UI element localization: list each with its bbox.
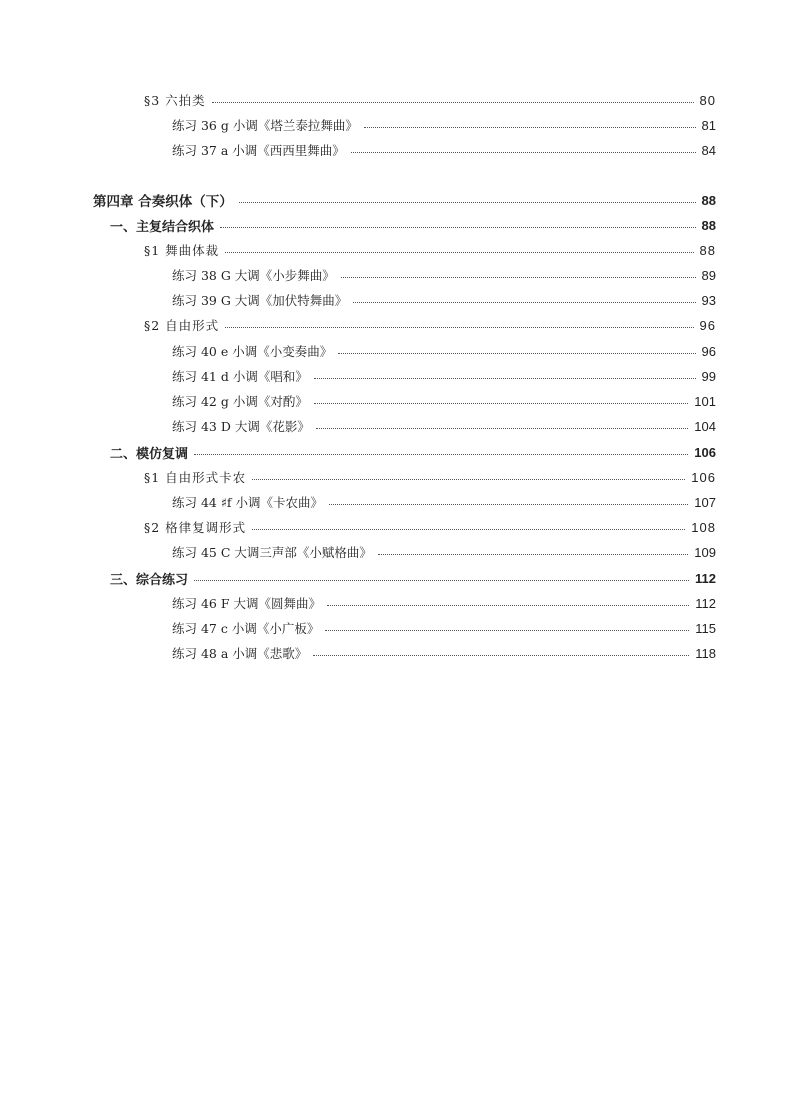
toc-entry-page: 107: [694, 494, 716, 510]
toc-entry[interactable]: [172, 618, 716, 638]
toc-entry-label: 第四章 合奏织体（下）: [93, 194, 233, 210]
toc-entry-label: 练习 46 F 大调《圆舞曲》: [172, 596, 321, 611]
toc-entry[interactable]: [172, 140, 716, 160]
dot-leader: [220, 226, 696, 228]
dot-leader: [239, 201, 696, 203]
dot-leader: [313, 654, 689, 656]
toc-entry-label: 练习 38 G 大调《小步舞曲》: [172, 268, 335, 283]
toc-chapter-entry[interactable]: [93, 190, 716, 210]
toc-entry-page: 112: [695, 595, 716, 611]
toc-entry-page: 118: [695, 645, 716, 661]
dot-leader: [338, 352, 695, 354]
toc-entry-page: 104: [694, 418, 716, 434]
dot-leader: [212, 101, 694, 103]
dot-leader: [329, 503, 688, 505]
toc-entry-label: §1 舞曲体裁: [144, 243, 220, 258]
toc-entry-page: 81: [701, 117, 716, 133]
toc-entry[interactable]: [172, 416, 716, 436]
toc-entry-page: 80: [699, 92, 716, 108]
dot-leader: [327, 604, 689, 606]
toc-entry-label: 练习 43 D 大调《花影》: [172, 419, 310, 434]
dot-leader: [314, 402, 688, 404]
dot-leader: [316, 427, 688, 429]
toc-entry[interactable]: [144, 315, 716, 335]
toc-entry[interactable]: [144, 517, 716, 537]
toc-entry-page: 84: [701, 142, 716, 158]
toc-entry-page: 96: [699, 317, 716, 333]
dot-leader: [325, 629, 689, 631]
dot-leader: [252, 528, 685, 530]
dot-leader: [252, 478, 685, 480]
toc-entry[interactable]: [144, 240, 716, 260]
toc-entry-page: 89: [701, 267, 716, 283]
toc-entry[interactable]: [172, 265, 716, 285]
toc-entry-page: 93: [701, 292, 716, 308]
toc-entry-page: 115: [695, 620, 716, 636]
toc-entry[interactable]: [172, 366, 716, 386]
toc-entry-page: 112: [695, 570, 716, 586]
toc-entry[interactable]: [172, 115, 716, 135]
toc-entry-label: 练习 36 g 小调《塔兰泰拉舞曲》: [172, 118, 358, 133]
dot-leader: [353, 301, 695, 303]
toc-entry-label: §3 六拍类: [144, 93, 206, 108]
toc-entry-label: 练习 37 a 小调《西西里舞曲》: [172, 143, 345, 158]
toc-entry-label: 一、主复结合织体: [110, 219, 215, 235]
dot-leader: [225, 251, 693, 253]
toc-entry-label: 练习 47 c 小调《小广板》: [172, 621, 320, 636]
toc-entry-label: 练习 48 a 小调《悲歌》: [172, 646, 308, 661]
toc-entry-label: 练习 42 g 小调《对酌》: [172, 394, 308, 409]
toc-entry[interactable]: [172, 290, 716, 310]
toc-entry-label: §2 自由形式: [144, 318, 220, 333]
toc-entry-label: §1 自由形式卡农: [144, 470, 247, 485]
toc-entry[interactable]: [172, 593, 716, 613]
toc-section-entry[interactable]: [110, 442, 716, 462]
toc-entry-page: 96: [701, 343, 716, 359]
toc-entry-label: 三、综合练习: [110, 572, 189, 588]
toc-entry-label: 练习 44 ♯f 小调《卡农曲》: [172, 495, 324, 510]
toc-entry[interactable]: [172, 391, 716, 411]
toc-entry-label: §2 格律复调形式: [144, 520, 247, 535]
toc-entry-label: 练习 39 G 大调《加伏特舞曲》: [172, 293, 348, 308]
toc-entry-page: 106: [691, 469, 716, 485]
toc-entry-label: 练习 41 d 小调《唱和》: [172, 369, 308, 384]
dot-leader: [225, 326, 693, 328]
toc-entry-label: 练习 40 e 小调《小变奏曲》: [172, 344, 333, 359]
toc-entry-page: 88: [699, 242, 716, 258]
dot-leader: [194, 453, 688, 455]
dot-leader: [341, 276, 696, 278]
toc-entry[interactable]: [172, 341, 716, 361]
toc-entry-page: 88: [701, 217, 716, 233]
toc-entry[interactable]: [144, 90, 716, 110]
toc-entry-page: 109: [694, 544, 716, 560]
toc-entry-page: 99: [701, 368, 716, 384]
dot-leader: [351, 151, 696, 153]
dot-leader: [194, 579, 689, 581]
toc-section-entry[interactable]: [110, 215, 716, 235]
toc-entry-page: 106: [694, 444, 716, 460]
toc-entry-page: 101: [694, 393, 716, 409]
toc-entry-label: 练习 45 C 大调三声部《小赋格曲》: [172, 545, 372, 560]
toc-entry-page: 88: [701, 192, 716, 208]
toc-entry[interactable]: [144, 467, 716, 487]
toc-entry[interactable]: [172, 643, 716, 663]
dot-leader: [314, 377, 696, 379]
toc-entry[interactable]: [172, 542, 716, 562]
dot-leader: [364, 126, 696, 128]
toc-entry[interactable]: [172, 492, 716, 512]
toc-entry-label: 二、模仿复调: [110, 446, 189, 462]
toc-section-entry[interactable]: [110, 568, 716, 588]
dot-leader: [378, 553, 688, 555]
toc-entry-page: 108: [691, 519, 716, 535]
